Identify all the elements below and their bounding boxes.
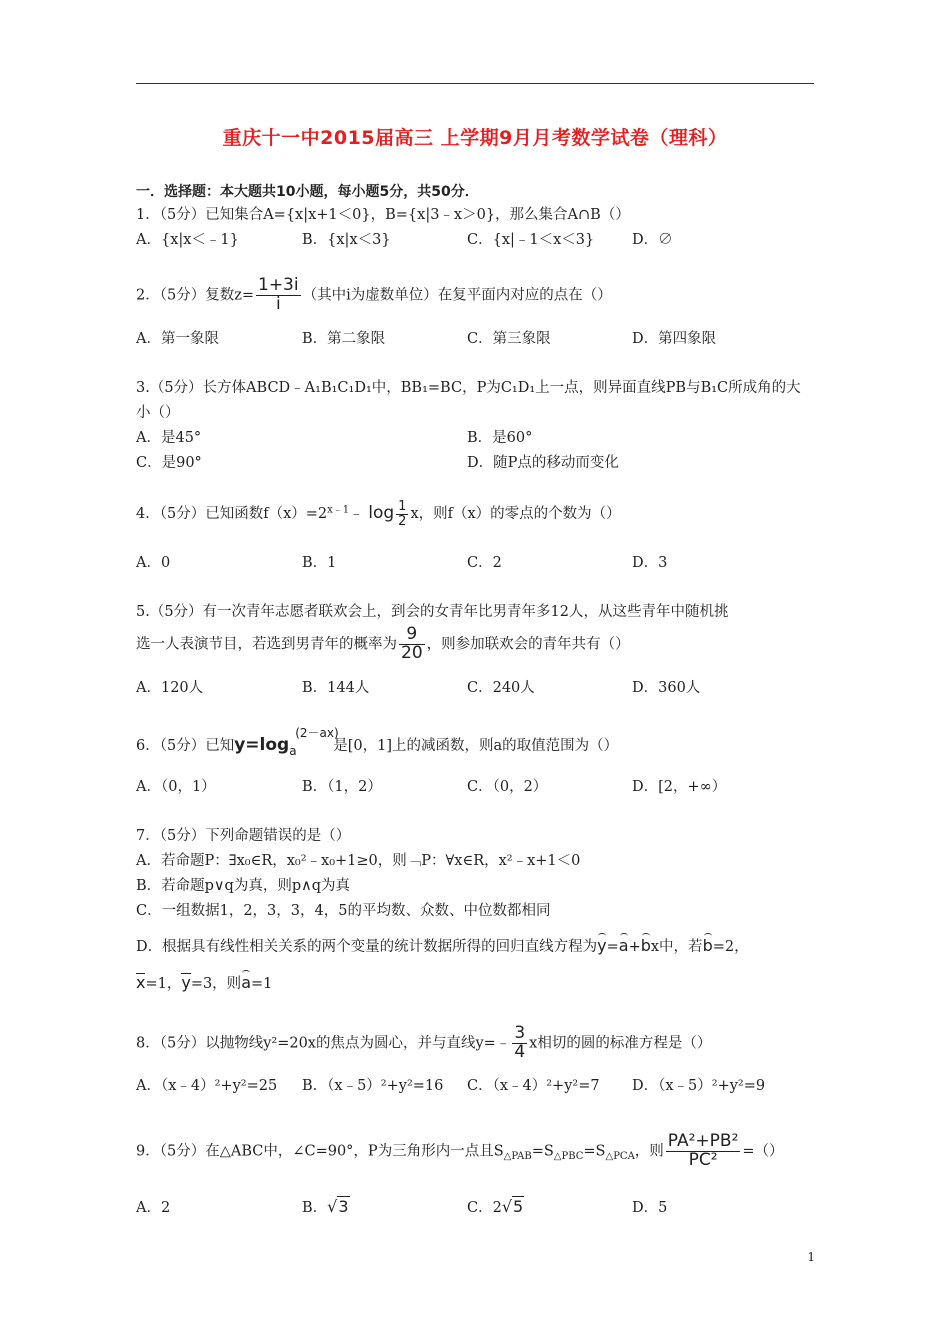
- q9-fraction: [666, 1133, 741, 1170]
- q8-numerator: 3: [514, 1023, 526, 1043]
- option-d: D．∅: [632, 232, 673, 248]
- q4-base-num: 1: [398, 499, 407, 514]
- question-4-stem: [136, 500, 621, 528]
- option-d: D．随P点的移动而变化: [467, 455, 619, 471]
- q6-argument: (2－ax): [295, 726, 339, 740]
- q7-e-3: =1: [251, 976, 273, 992]
- option-b: B．1: [302, 555, 337, 571]
- option-d: D．（x﹣5）²+y²=9: [632, 1078, 766, 1094]
- option-b: B．第二象限: [302, 331, 386, 347]
- q9-s3: △PCA: [605, 1151, 635, 1163]
- q7-d-text: D．根据具有线性相关关系的两个变量的统计数据所得的回归直线方程为: [136, 939, 598, 955]
- option-d: D．5: [632, 1200, 668, 1216]
- a-hat-2: a: [241, 973, 251, 992]
- question-7-stem: 7．（5分）下列命题错误的是（）: [136, 828, 351, 844]
- page-title: 重庆十一中2015届高三 上学期9月月考数学试卷（理科）: [222, 127, 728, 149]
- y-hat: y: [597, 936, 607, 955]
- sqrt-3: √3: [327, 1197, 349, 1216]
- q2-suffix: （其中i为虚数单位）在复平面内对应的点在（）: [302, 287, 612, 304]
- option-a: A．{x|x＜﹣1}: [136, 232, 239, 248]
- q9-denominator: PC²: [688, 1149, 718, 1170]
- a-hat: a: [618, 936, 629, 955]
- q7-d-mid: x中，若: [650, 939, 703, 955]
- option-b: [302, 1196, 350, 1217]
- page-number: 1: [807, 1250, 815, 1264]
- q4-log: log: [368, 503, 395, 524]
- question-6-stem: [136, 726, 619, 758]
- y-bar: y: [181, 973, 191, 992]
- option-b: B．144人: [302, 680, 370, 696]
- q6-prefix: 6．（5分）已知: [136, 738, 235, 754]
- q6-suffix: 是[0，1]上的减函数，则a的取值范围为（）: [333, 738, 619, 754]
- q2-fraction: [256, 277, 301, 314]
- q5-prefix: 选一人表演节目，若选到男青年的概率为: [136, 636, 397, 653]
- q9-mid: ，则: [634, 1143, 664, 1160]
- q4-exponent: x﹣1: [327, 504, 350, 516]
- radicand: 5: [513, 1197, 524, 1216]
- option-c: C．240人: [467, 680, 535, 696]
- q8-suffix: x相切的圆的标准方程是（）: [529, 1035, 712, 1052]
- option-b-label: B．: [302, 1200, 328, 1216]
- q9-prefix: 9．（5分）在△ABC中，∠C=90°，P为三角形内一点且S: [136, 1143, 504, 1160]
- q5-numerator: 9: [399, 626, 425, 645]
- option-a: A．2: [136, 1200, 171, 1216]
- q8-prefix: 8．（5分）以抛物线y²=20x的焦点为圆心，并与直线y=﹣: [136, 1035, 511, 1052]
- option-c: [467, 1196, 524, 1217]
- question-5-stem-line2: [136, 626, 630, 663]
- question-3-stem-line2: 小（）: [136, 405, 180, 421]
- option-a: A．（x﹣4）²+y²=25: [136, 1078, 278, 1094]
- b-hat: b: [640, 936, 651, 955]
- b-hat-2: b: [702, 936, 713, 955]
- option-a: A．（0，1）: [136, 779, 216, 795]
- question-8-stem: [136, 1025, 711, 1062]
- question-7-option-a: A．若命题P：∃x₀∈R，x₀²﹣x₀+1≥0，则﹁P：∀x∈R，x²﹣x+1＜0: [136, 853, 581, 869]
- section-heading: 一．选择题：本大题共10小题，每小题5分，共50分．: [136, 184, 479, 200]
- q6-function: y=log: [234, 735, 290, 755]
- q5-fraction: [399, 626, 425, 663]
- q4-base-den: 2: [398, 513, 407, 529]
- option-c: C．（0，2）: [467, 779, 548, 795]
- question-3-stem-line1: 3.（5分）长方体ABCD﹣A₁B₁C₁D₁中，BB₁=BC，P为C₁D₁上一点，则异面直线PB与B₁C所成角的大: [136, 380, 801, 396]
- radicand: 3: [338, 1197, 349, 1216]
- q9-s2: △PBC: [553, 1151, 584, 1163]
- q5-denominator: 20: [401, 642, 423, 663]
- option-c: C．{x|﹣1＜x＜3}: [467, 232, 595, 248]
- question-5-stem-line1: 5.（5分）有一次青年志愿者联欢会上，到会的女青年比男青年多12人，从这些青年中随机挑: [136, 604, 729, 620]
- q7-e-1: =1，: [145, 976, 182, 992]
- question-9-stem: [136, 1133, 784, 1170]
- question-7-option-d-line1: D．根据具有线性相关关系的两个变量的统计数据所得的回归直线方程为y=a+bx中，若b=2，: [136, 936, 749, 955]
- q2-numerator: 1+3i: [258, 275, 299, 295]
- question-7-option-d-line2: [136, 972, 272, 993]
- q7-e-2: =3，则: [190, 976, 242, 992]
- sqrt-5: √5: [501, 1197, 524, 1216]
- option-b: B．（x﹣5）²+y²=16: [302, 1078, 444, 1094]
- question-7-option-c: C．一组数据1，2，3，3，4，5的平均数、众数、中位数都相同: [136, 903, 551, 919]
- option-c: C．第三象限: [467, 331, 551, 347]
- option-b: B．是60°: [467, 430, 533, 446]
- q9-eq2: =S: [583, 1143, 606, 1160]
- q2-prefix: 2．（5分）复数z=: [136, 287, 254, 304]
- option-d: D．第四象限: [632, 331, 717, 347]
- question-2-stem: [136, 277, 612, 314]
- option-d: D．[2，+∞）: [632, 779, 727, 795]
- option-a: A．0: [136, 555, 171, 571]
- q4-suffix: x，则f（x）的零点的个数为（）: [410, 506, 621, 523]
- q8-denominator: 4: [514, 1041, 526, 1062]
- option-a: A．是45°: [136, 430, 202, 446]
- header-rule: [136, 83, 814, 84]
- q4-prefix: 4．（5分）已知函数f（x）=2: [136, 506, 328, 523]
- q9-s1: △PAB: [503, 1151, 532, 1163]
- option-b: B．（1，2）: [302, 779, 382, 795]
- q2-denominator: i: [275, 293, 281, 314]
- option-a: A．120人: [136, 680, 204, 696]
- option-a: A．第一象限: [136, 331, 219, 347]
- q4-minus: ﹣: [349, 506, 364, 523]
- option-d: D．3: [632, 555, 668, 571]
- q8-fraction: [512, 1025, 527, 1062]
- question-1-stem: 1．（5分）已知集合A={x|x+1＜0}，B={x|3﹣x＞0}，那么集合A∩B（）: [136, 207, 630, 223]
- q4-log-base: [396, 500, 408, 528]
- q9-eq1: =S: [531, 1143, 554, 1160]
- option-d: D．360人: [632, 680, 701, 696]
- q6-base: a: [289, 744, 297, 758]
- q5-suffix: ，则参加联欢会的青年共有（）: [426, 636, 630, 653]
- q7-d-value: =2，: [712, 939, 749, 955]
- q9-suffix: =（）: [742, 1143, 784, 1160]
- option-c: C．（x﹣4）²+y²=7: [467, 1078, 600, 1094]
- option-b: B．{x|x＜3}: [302, 232, 391, 248]
- option-c-label: C．2: [467, 1200, 502, 1216]
- question-7-option-b: B．若命题p∨q为真，则p∧q为真: [136, 878, 351, 894]
- q9-numerator: PA²+PB²: [667, 1131, 739, 1151]
- option-c: C．2: [467, 555, 502, 571]
- x-bar: x: [136, 973, 146, 992]
- option-c: C．是90°: [136, 455, 202, 471]
